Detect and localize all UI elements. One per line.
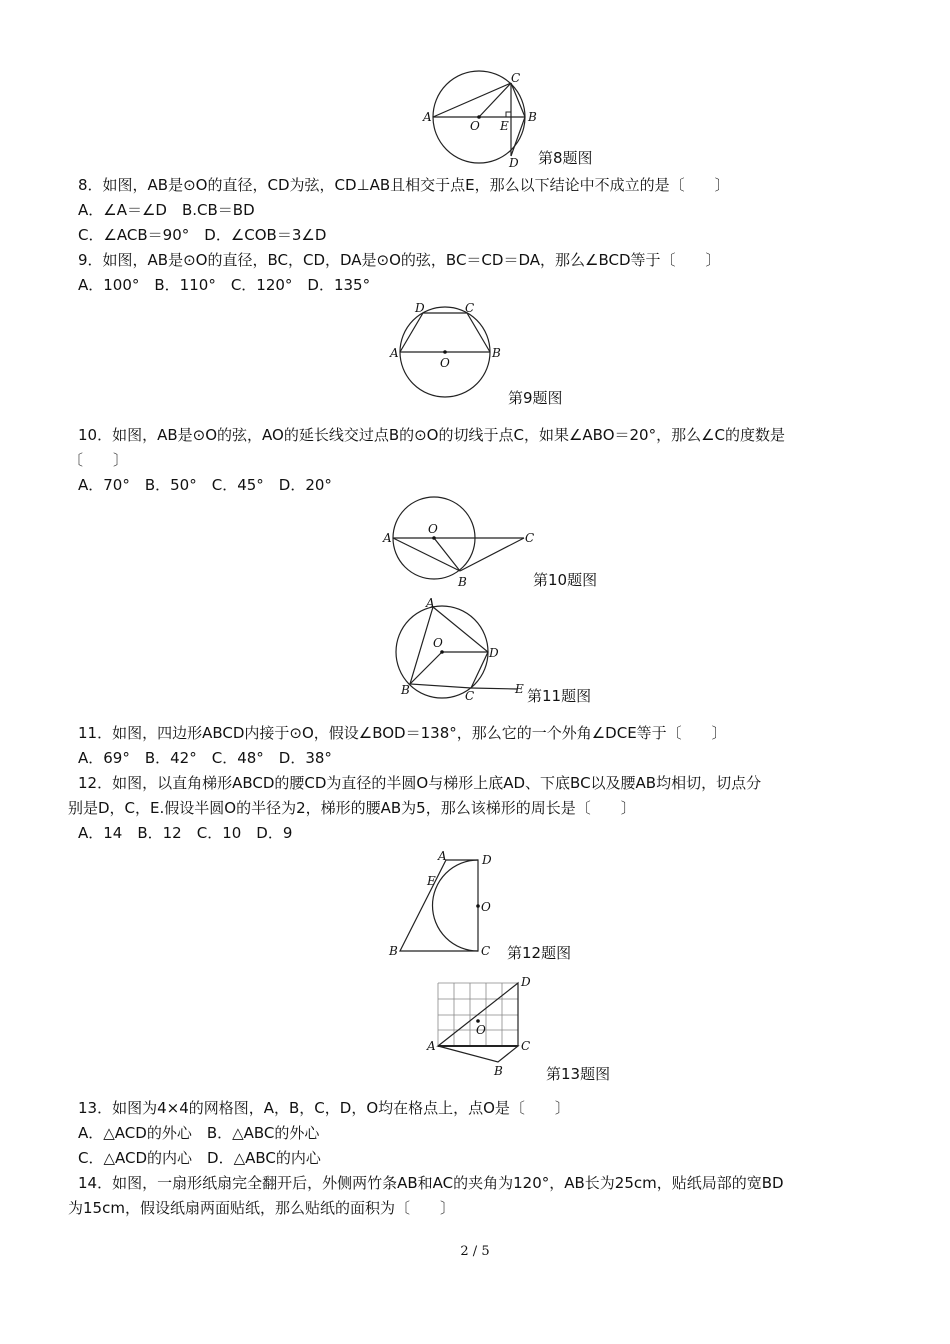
fig9-label-c: C xyxy=(465,301,475,315)
fig13-label-d: D xyxy=(521,975,531,989)
fig12-label-d: D xyxy=(482,853,492,867)
fig11-label-a: A xyxy=(426,596,435,610)
fig8-label-o: O xyxy=(470,119,480,133)
fig10-caption: 第10题图 xyxy=(533,571,598,589)
q9-stem: 9．如图，AB是⊙O的直径，BC，CD，DA是⊙O的弦，BC＝CD＝DA，那么∠BCD等于〔 〕 xyxy=(78,251,721,269)
q14-stem-2: 为15cm，假设纸扇两面贴纸，那么贴纸的面积为〔 〕 xyxy=(68,1199,455,1217)
fig10-label-a: A xyxy=(383,531,392,545)
figure-11 xyxy=(395,596,535,704)
fig13-label-o: O xyxy=(476,1023,486,1037)
fig11-label-o: O xyxy=(433,636,443,650)
fig12-label-b: B xyxy=(389,944,398,958)
q11-options: A．69° B．42° C．48° D．38° xyxy=(78,749,332,767)
figure-9 xyxy=(385,300,505,400)
fig8-label-e: E xyxy=(500,119,509,133)
fig11-caption: 第11题图 xyxy=(527,687,592,705)
fig8-label-d: D xyxy=(509,156,519,168)
fig8-caption: 第8题图 xyxy=(538,149,593,167)
page-number: 2 / 5 xyxy=(460,1244,490,1259)
fig12-label-a: A xyxy=(438,849,447,863)
q12-options: A．14 B．12 C．10 D．9 xyxy=(78,824,293,842)
q10-stem-1: 10．如图，AB是⊙O的弦，AO的延长线交过点B的⊙O的切线于点C，如果∠ABO＝20°，那么∠C的度数是 xyxy=(78,426,786,444)
q8-options-1: A．∠A＝∠D B.CB＝BD xyxy=(78,201,255,219)
q13-options-2: C．△ACD的内心 D．△ABC的内心 xyxy=(78,1149,321,1167)
figure-13 xyxy=(425,973,540,1078)
fig12-label-e: E xyxy=(427,874,436,888)
fig9-label-o: O xyxy=(440,356,450,370)
q8-stem: 8．如图，AB是⊙O的直径，CD为弦，CD⊥AB且相交于点E，那么以下结论中不成立的是〔 〕 xyxy=(78,176,730,194)
q12-stem-1: 12．如图，以直角梯形ABCD的腰CD为直径的半圆O与梯形上底AD、下底BC以及腰AB均相切，切点分 xyxy=(78,774,762,792)
q11-stem: 11．如图，四边形ABCD内接于⊙O，假设∠BOD＝138°，那么它的一个外角∠DCE等于〔 〕 xyxy=(78,724,727,742)
q10-options: A．70° B．50° C．45° D．20° xyxy=(78,476,332,494)
fig10-label-b: B xyxy=(458,575,467,589)
q12-stem-2: 别是D，C，E.假设半圆O的半径为2，梯形的腰AB为5，那么该梯形的周长是〔 〕 xyxy=(68,799,636,817)
fig11-label-d: D xyxy=(489,646,499,660)
fig11-label-e: E xyxy=(515,682,524,696)
fig9-label-b: B xyxy=(492,346,501,360)
q10-stem-2: 〔 〕 xyxy=(68,451,129,469)
fig13-label-b: B xyxy=(494,1064,503,1078)
fig13-label-c: C xyxy=(521,1039,531,1053)
fig11-label-b: B xyxy=(401,683,410,697)
fig9-label-a: A xyxy=(390,346,399,360)
figure-12 xyxy=(385,848,500,963)
fig9-label-d: D xyxy=(415,301,425,315)
fig12-caption: 第12题图 xyxy=(507,944,572,962)
fig12-label-o: O xyxy=(481,900,491,914)
fig12-label-c: C xyxy=(481,944,491,958)
q14-stem-1: 14．如图，一扇形纸扇完全翻开后，外侧两竹条AB和AC的夹角为120°，AB长为25cm，贴纸局部的宽BD xyxy=(78,1174,784,1192)
figure-8 xyxy=(420,70,540,168)
fig10-label-c: C xyxy=(525,531,535,545)
fig10-label-o: O xyxy=(428,522,438,536)
fig9-caption: 第9题图 xyxy=(508,389,563,407)
fig13-label-a: A xyxy=(427,1039,436,1053)
fig8-label-a: A xyxy=(423,110,432,124)
fig13-caption: 第13题图 xyxy=(546,1065,611,1083)
fig8-label-c: C xyxy=(511,71,521,85)
fig8-label-b: B xyxy=(528,110,537,124)
q9-options: A．100° B．110° C．120° D．135° xyxy=(78,276,371,294)
q8-options-2: C．∠ACB＝90° D．∠COB＝3∠D xyxy=(78,226,327,244)
fig11-label-c: C xyxy=(465,689,475,703)
figure-10 xyxy=(380,492,540,592)
q13-options-1: A．△ACD的外心 B．△ABC的外心 xyxy=(78,1124,320,1142)
q13-stem: 13．如图为4×4的网格图，A，B，C，D，O均在格点上，点O是〔 〕 xyxy=(78,1099,570,1117)
